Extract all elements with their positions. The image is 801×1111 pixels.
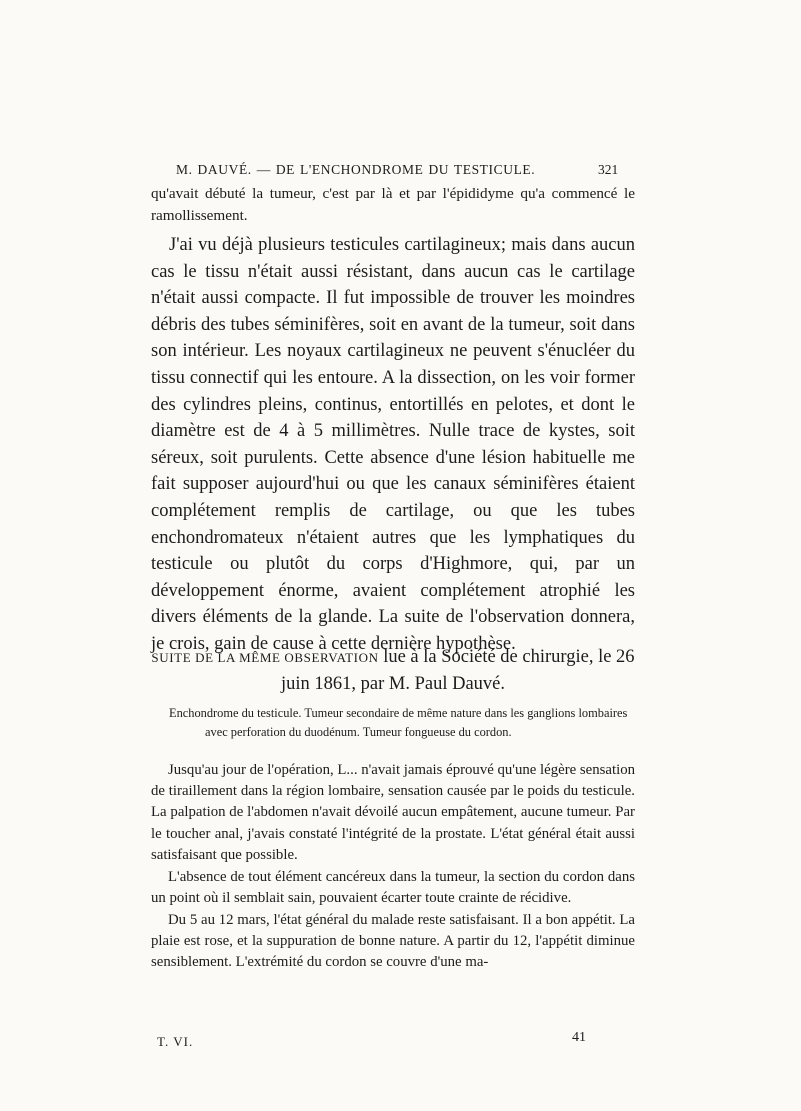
- sheet-number: 41: [572, 1030, 586, 1045]
- running-title: M. DAUVÉ. — DE L'ENCHONDROME DU TESTICULE.: [176, 162, 536, 177]
- section-heading: [151, 644, 635, 697]
- paragraph-recurrence: L'absence de tout élément cancéreux dans la tumeur, la section du cordon dans un point où il semblait sain, pouvaient écarter toute crainte de récidive.: [151, 869, 635, 907]
- section-summary: [151, 704, 635, 742]
- paragraph-cartilage-discussion: J'ai vu déjà plusieurs testicules cartilagineux; mais dans aucun cas le tissu n'était aussi résistant, dans aucun cas le cartilage n'était aussi compacte. Il fut impossible de trouver les moindres débris des tubes séminifères, soit en avant de la tumeur, soit dans son intérieur. Les noyaux cartilagineux ne peuvent s'énucléer du tissu connectif qui les entoure. A la dissection, on les voir former des cylindres pleins, continus, entortillés en pelotes, et dont le diamètre est de 4 à 5 millimètres. Nulle trace de kystes, soit séreux, soit purulents. Cette absence d'une lésion habituelle me fait supposer aujourd'hui ou que les canaux séminifères étaient complétement remplis de cartilage, ou que les tubes enchondromateux n'étaient autres que les lymphatiques du testicule ou plutôt du corps d'Highmore, qui, par un développement énorme, avaient complétement atrophié les divers éléments de la glande. La suite de l'observation donnera, je crois, gain de cause à cette dernière hypothèse.: [151, 235, 635, 654]
- volume-signature: T. VI.: [157, 1034, 194, 1049]
- summary-line-1: Enchondrome du testicule. Tumeur secondaire de même nature dans les ganglions lombaires: [169, 706, 628, 720]
- summary-line-2: avec perforation du duodénum. Tumeur fongueuse du cordon.: [205, 725, 512, 739]
- section-heading-rest: lue à la Société de chirurgie, le 26 juin 1861, par M. Paul Dauvé.: [280, 647, 635, 694]
- running-head: [0, 162, 801, 182]
- paragraph-preoperative: Jusqu'au jour de l'opération, L... n'avait jamais éprouvé qu'une légère sensation de tiraillement dans la région lombaire, sensation causée par le poids du testicule. La palpation de l'abdomen n'avait dévoilé aucun empâtement, aucune tumeur. Par le toucher anal, j'avais constaté l'intégrité de la prostate. L'état général était aussi satisfaisant que possible.: [151, 762, 635, 863]
- page-footer: [0, 1030, 801, 1054]
- page-number: 321: [598, 162, 619, 177]
- paragraph-postoperative: Du 5 au 12 mars, l'état général du malade reste satisfaisant. Il a bon appétit. La plaie est rose, et la suppuration de bonne nature. A partir du 12, l'appétit diminue sensiblement. L'extrémité du cordon se couvre d'une ma-: [151, 912, 635, 971]
- paragraph-continued: qu'avait débuté la tumeur, c'est par là et par l'épididyme qu'a commencé le ramollissement.: [151, 185, 635, 224]
- section-heading-smallcaps: SUITE DE LA MÊME OBSERVATION: [151, 650, 379, 665]
